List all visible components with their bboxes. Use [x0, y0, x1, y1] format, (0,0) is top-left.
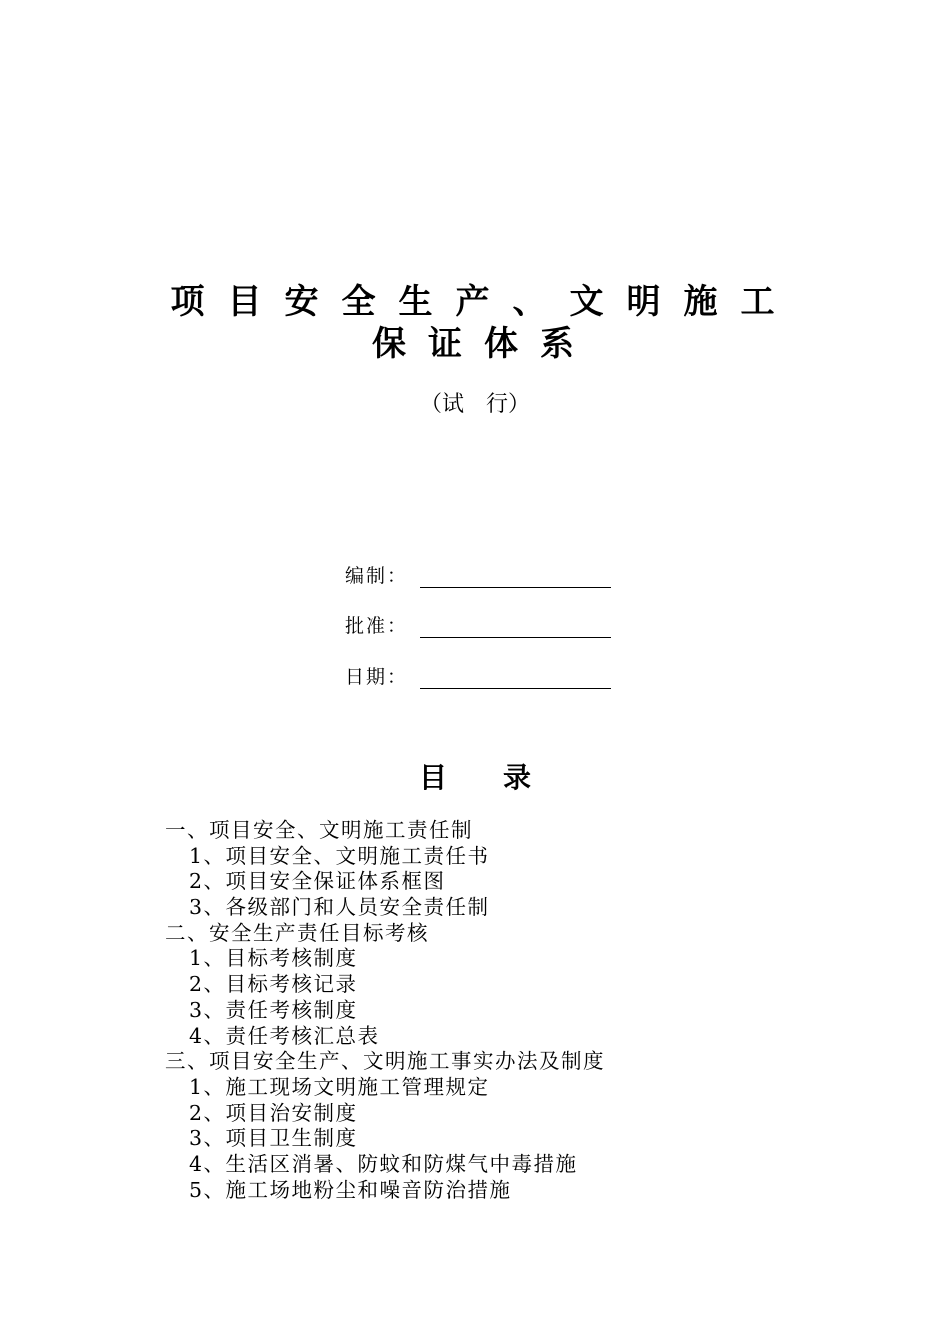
signature-label: 编制：: [345, 565, 409, 587]
signature-blank-line: [420, 688, 611, 689]
signature-label: 日期：: [345, 666, 409, 688]
document-subtitle: （试 行）: [419, 392, 530, 417]
toc-item: 1、目标考核制度: [189, 946, 358, 971]
toc-item: 2、目标考核记录: [189, 972, 358, 997]
document-title-line-2: 保证体系: [372, 324, 596, 364]
toc-heading: 目 录: [418, 761, 531, 794]
toc-item: 3、各级部门和人员安全责任制: [189, 895, 490, 920]
signature-label: 批准：: [345, 615, 409, 637]
signature-field-approved-by: [345, 610, 408, 642]
toc-section: 一、项目安全、文明施工责任制: [165, 818, 473, 842]
toc-item: 2、项目安全保证体系框图: [189, 869, 446, 894]
signature-field-compiled-by: [345, 560, 408, 592]
signature-field-date: [345, 661, 408, 693]
toc-item: 4、责任考核汇总表: [189, 1023, 380, 1048]
toc-item: 4、生活区消暑、防蚊和防煤气中毒措施: [189, 1151, 578, 1176]
toc-item: 1、项目安全、文明施工责任书: [189, 843, 490, 868]
toc-section: 二、安全生产责任目标考核: [165, 920, 429, 945]
signature-blank-line: [420, 587, 611, 588]
toc-item: 1、施工现场文明施工管理规定: [189, 1074, 490, 1099]
document-title-line-1: 项目安全生产、文明施工: [170, 282, 798, 322]
toc-item: 5、施工场地粉尘和噪音防治措施: [189, 1177, 512, 1202]
toc-section: 三、项目安全生产、文明施工事实办法及制度: [165, 1049, 605, 1074]
table-of-contents: [165, 818, 885, 1203]
signature-blank-line: [420, 637, 611, 638]
toc-item: 3、项目卫生制度: [189, 1126, 358, 1151]
toc-item: 3、责任考核制度: [189, 997, 358, 1022]
toc-item: 2、项目治安制度: [189, 1100, 358, 1125]
